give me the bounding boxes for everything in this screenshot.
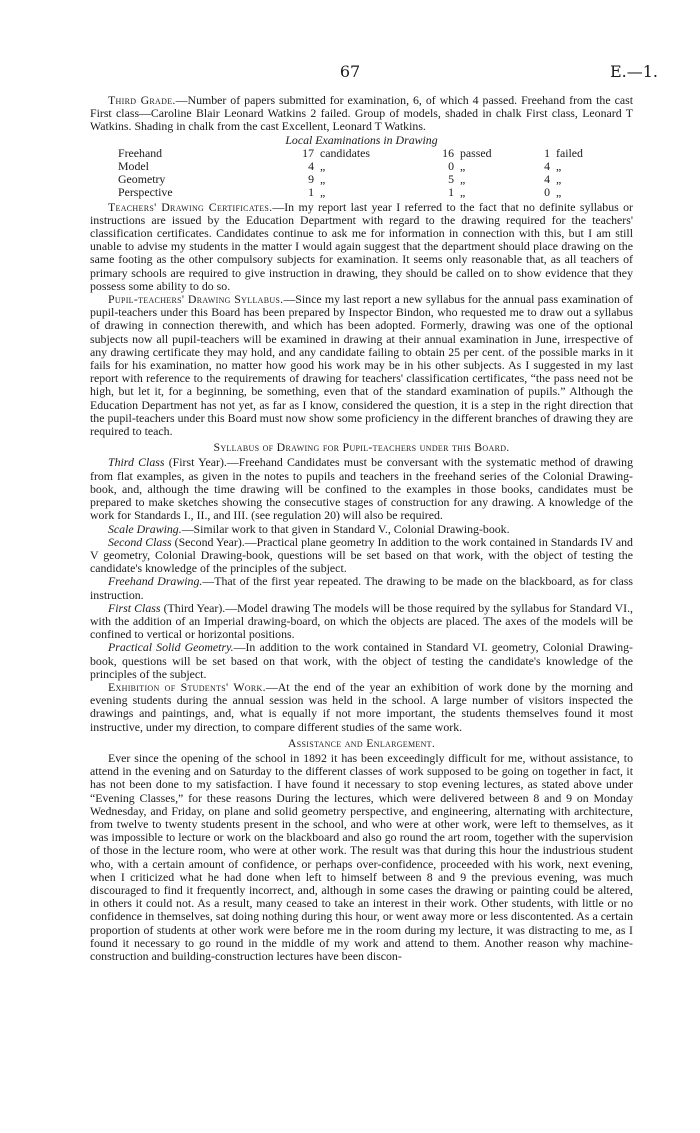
syllabus-section-heading: Syllabus of Drawing for Pupil-teachers under this Board.	[213, 440, 510, 455]
exhibition-text: —At the end of the year an exhibition of work done by the morning and evening students during the annual session was held in the school. A large number of visitors inspected the drawings and paintings, and, what is equally if not more important, the students themselves found it most instructive, under my direction, to compare different studies of the same work.	[90, 679, 633, 734]
local-exams-title: Local Examinations in Drawing	[285, 132, 438, 147]
exam-passed-label: „	[460, 159, 466, 174]
local-exams-table	[118, 147, 596, 200]
page-body	[90, 94, 633, 963]
third-class-paragraph	[90, 456, 633, 522]
exam-subject: Geometry	[118, 172, 166, 187]
exam-passed-count: 5	[448, 172, 454, 187]
scale-drawing-label: Scale Drawing.	[108, 521, 182, 536]
third-grade-paragraph	[90, 94, 633, 134]
exam-candidate-count: 9	[308, 172, 314, 187]
exam-passed-label: passed	[460, 145, 492, 160]
exam-candidate-label: „	[320, 185, 326, 200]
teachers-certificates-text: —In my report last year I referred to the fact that no definite syllabus or instructions are issued by the Education Department with regard to the drawing required for the teachers' classification certificates. Candidates continue to ask me for information in connection with this, but I am still unable to advise my students in the matter I would again suggest that the department should place drawing on the same footing as the other compulsory subjects for examination. It seems only reasonable that, as all teachers of primary schools are required to give instruction in drawing, they should be called on to show evidence that they possess some ability to do so.	[90, 199, 633, 293]
solid-geometry-text: —In addition to the work contained in Standard VI. geometry, Colonial Drawing-book, questions will be set based on that work, with the object of testing the candidate's knowledge of the principles of the subject.	[90, 640, 633, 681]
exam-candidate-label: „	[320, 159, 326, 174]
exam-passed-label: „	[460, 172, 466, 187]
exhibition-heading: Exhibition of Students' Work.	[108, 679, 266, 694]
exam-candidate-label: „	[320, 172, 326, 187]
exam-failed-label: „	[556, 185, 562, 200]
assistance-paragraph: Ever since the opening of the school in 1892 it has been exceedingly difficult for me, without assistance, to attend in the evening and on Saturday to the different classes of work supposed to be going on together in fact, it has not been done to my satisfaction. I have found it necessary to stop evening lectures, as stated above under “Evening Classes,” for these reasons During the lectures, which were delivered between 8 and 9 on Monday Wednesday, and Friday, on plane and solid geometry perspective, and engineering, alternating with architecture, from twelve to twenty students present in the school, and who were at other work, were left to themselves, as it was impossible to lecture or work on the blackboard and also go round the art room, together with the supervision of those in the lecture room, who were at other work. The result was that during this hour the industrious student who, with a certain amount of confidence, or perhaps over-confidence, proceeded with his work, next evening, when I criticized what he had done when left to himself between 8 and 9 the previous evening, was much discouraged to find it frequently incorrect, and, although in some cases the drawing or painting could be altered, in others it could not. As a result, many ceased to take an interest in their work. Other students, with little or no confidence in themselves, sat doing nothing during this hour, or went away more or less discontented. As a certain proportion of students at other work were before me in the room during my lecture, it was distracting to me, as I found it necessary to go round in the middle of my work and attend to them. Another reason why machine-construction and building-construction lectures have been discon-	[90, 750, 633, 963]
third-class-text: (First Year).—Freehand Candidates must be conversant with the systematic method of drawing from flat examples, as given in the notes to pupils and teachers in the freehand series of the Colonial Drawing-book, and, although the time drawing will be confined to the examples in those books, candidates must be prepared to make sketches showing the consecutive stages of construction for any drawing. A knowledge of the work for Standards I., II., and III. (see regulation 20) will also be required.	[90, 455, 634, 523]
page-header	[0, 62, 700, 84]
solid-geometry-label: Practical Solid Geometry.	[108, 640, 234, 655]
exam-candidate-count: 17	[302, 145, 314, 160]
solid-geometry-paragraph	[90, 641, 633, 681]
exam-candidate-count: 4	[308, 159, 314, 174]
teachers-certificates-paragraph	[90, 201, 633, 293]
exam-candidate-label: candidates	[320, 145, 370, 160]
pupil-teachers-syllabus-paragraph	[90, 293, 633, 438]
first-class-label: First Class	[108, 600, 161, 615]
exam-passed-count: 0	[448, 159, 454, 174]
exam-subject: Freehand	[118, 145, 163, 160]
second-class-label: Second Class	[108, 534, 172, 549]
first-class-paragraph	[90, 602, 633, 642]
exam-failed-count: 4	[544, 172, 550, 187]
exam-passed-label: „	[460, 185, 466, 200]
exam-failed-label: failed	[556, 145, 583, 160]
page-number: 67	[339, 62, 361, 81]
exam-failed-count: 4	[544, 159, 550, 174]
exam-row	[118, 186, 596, 199]
exam-row	[118, 147, 596, 160]
document-reference: E.—1.	[609, 62, 658, 81]
third-class-label: Third Class	[108, 455, 165, 470]
teachers-certificates-heading: Teachers' Drawing Certificates.	[108, 199, 273, 214]
exam-failed-label: „	[556, 172, 562, 187]
third-grade-text: —Number of papers submitted for examination, 6, of which 4 passed. Freehand from the cast First class—Caroline Blair Leonard Watkins 2 failed. Group of models, shaded in chalk First class, Leonard T Watkins. Shading in chalk from the cast Excellent, Leonard T Watkins.	[90, 93, 633, 134]
exam-subject: Perspective	[118, 185, 173, 200]
scale-drawing-text: —Similar work to that given in Standard V., Colonial Drawing-book.	[181, 521, 510, 536]
exam-row	[118, 173, 596, 186]
exam-subject: Model	[118, 159, 149, 174]
first-class-text: (Third Year).—Model drawing The models will be those required by the syllabus for Standard VI., with the addition of an Imperial drawing-board, on which the objects are placed. The axes of the models will be confined to vertical or horizontal positions.	[90, 600, 634, 642]
second-class-text: (Second Year).—Practical plane geometry In addition to the work contained in Standards IV and V geometry, Colonial Drawing-book, questions will be set based on that work, with the object of testing the candidate's knowledge of the principles of the subject.	[90, 534, 633, 576]
assistance-heading: Assistance and Enlargement.	[287, 735, 436, 750]
exam-passed-count: 16	[442, 145, 454, 160]
exam-candidate-count: 1	[308, 185, 314, 200]
exhibition-paragraph	[90, 681, 633, 734]
exam-row	[118, 160, 596, 173]
freehand-drawing-label: Freehand Drawing.	[108, 574, 203, 589]
exam-failed-count: 1	[544, 145, 550, 160]
exam-passed-count: 1	[448, 185, 454, 200]
second-class-paragraph	[90, 536, 633, 576]
exam-failed-label: „	[556, 159, 562, 174]
third-grade-heading: Third Grade.	[108, 93, 176, 107]
exam-failed-count: 0	[544, 185, 550, 200]
pupil-teachers-syllabus-heading: Pupil-teachers' Drawing Syllabus.	[108, 292, 284, 307]
pupil-teachers-syllabus-text: —Since my last report a new syllabus for the annual pass examination of pupil-teachers under this Board has been prepared by Inspector Bindon, who requested me to draw out a syllabus of drawing in connection therewith, and which has been adopted. Formerly, drawing was one of the optional subjects now all pupil-teachers will be examined in drawing at their annual examination in June, irrespective of any drawing certificate they may hold, and any candidate failing to obtain 25 per cent. of the possible marks in it fails for his examination, no matter how good his work may be in his other subjects. As I suggested in my last report with reference to the requirements of drawing for teachers' classification certificates, “the pass need not be high, but let it, for a beginning, be something, even that of the standard examination of pupils.” Although the Education Department has not yet, as far as I know, considered the question, it is a step in the right direction that the pupil-teachers under this Board must now show some proficiency in the different branches of drawing they are required to teach.	[90, 292, 633, 439]
freehand-drawing-text: —That of the first year repeated. The drawing to be made on the blackboard, as for class instruction.	[90, 574, 633, 602]
freehand-drawing-paragraph	[90, 575, 633, 601]
